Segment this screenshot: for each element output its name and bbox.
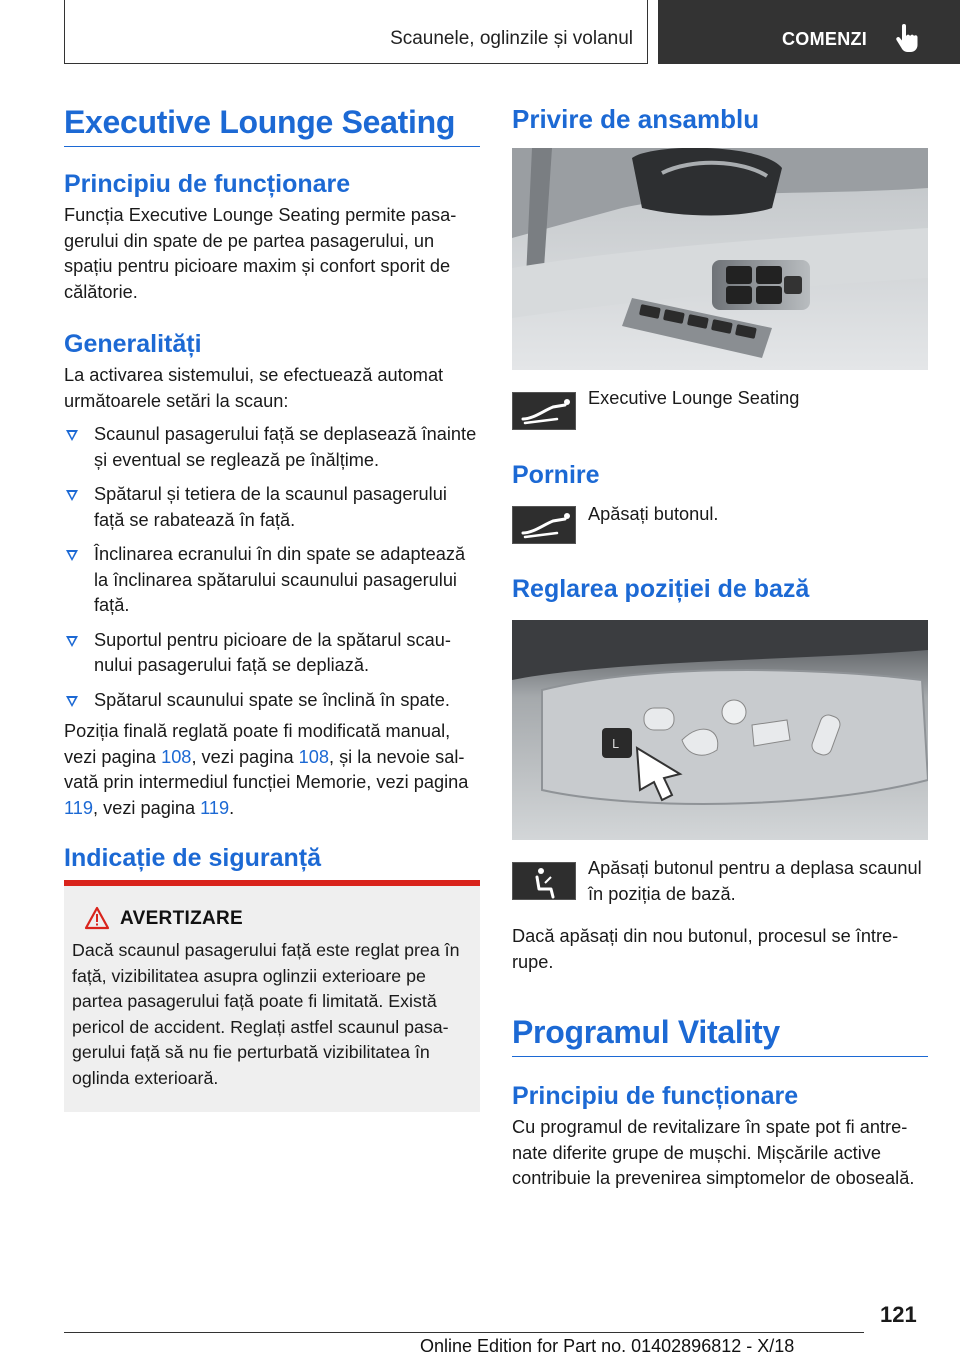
triangle-bullet-icon (66, 636, 78, 647)
principle-text: Funcția Executive Lounge Seating permite pasagerului din spate de pe partea pasagerului, un spațiu pentru picioare maxim și confort sporit de călătorie. (64, 205, 457, 302)
list-item: Înclinarea ecranului în din spate se adaptează la înclinarea spătarului scaunului pasagerului față. (64, 542, 480, 619)
vitality-principle-heading: Principiu de funcționare (512, 1082, 799, 1110)
list-item: Spătarul scaunului spate se înclină în spate. (64, 688, 480, 714)
start-heading: Pornire (512, 461, 600, 489)
warning-box (64, 880, 480, 1112)
footer-divider (64, 1332, 864, 1333)
principle-heading: Principiu de funcționare (64, 170, 351, 198)
vitality-text: Cu programul de revitalizare în spate pot fi antrenate diferite grupe de mușchi. Mișcările active contribuie la prevenirea simptomelor de oboseală. (512, 1117, 915, 1188)
page-title: Executive Lounge Seating (64, 100, 480, 147)
base-position-heading: Reglarea poziției de bază (512, 575, 810, 603)
edition-text: Online Edition for Part no. 01402896812 - X/18 (420, 1336, 795, 1356)
base-position-caption: Apăsați butonul pentru a deplasa scaunul în poziția de bază. (588, 858, 922, 904)
left-column (64, 100, 480, 875)
overview-caption: Executive Lounge Seating (588, 388, 800, 408)
start-text: Apăsați butonul. (588, 504, 719, 524)
svg-text:L: L (612, 737, 619, 751)
door-panel-photo (512, 148, 928, 370)
general-intro: La activarea sistemului, se efectuează automat următoarele setări la scaun: (64, 365, 444, 411)
executive-lounge-button-icon (512, 392, 576, 430)
page-link-108[interactable]: 108 (161, 746, 192, 767)
warning-triangle-icon (84, 906, 110, 930)
executive-lounge-button-icon (512, 506, 576, 544)
page-link-108[interactable]: 108 (298, 746, 329, 767)
triangle-bullet-icon (66, 490, 78, 501)
final-position-text: Poziția finală reglată poate fi modificată manual, vezi pagina 108, vezi pagina 108, și la nevoie salvată prin intermediul funcției Memorie, vezi pagina 119, vezi pagina 119. (64, 721, 469, 818)
safety-heading: Indicație de siguranță (64, 844, 322, 872)
general-heading: Generalități (64, 330, 202, 358)
section-title: Scaunele, oglinzile și volanul (390, 28, 633, 49)
warning-title: AVERTIZARE (120, 908, 243, 929)
page-number: 121 (880, 1302, 917, 1327)
header-section-box (64, 0, 648, 64)
hand-pointer-icon (894, 24, 918, 54)
seat-base-position-icon (512, 862, 576, 900)
seat-controls-photo (512, 620, 928, 840)
settings-list (64, 422, 480, 713)
right-column (512, 100, 928, 138)
chapter-tab-label: COMENZI (782, 29, 868, 49)
list-item: Suportul pentru picioare de la spătarul scaunului pasagerului față se depliază. (64, 628, 480, 679)
triangle-bullet-icon (66, 430, 78, 441)
list-item: Scaunul pasagerului față se deplasează înainte și eventual se reglează pe înălțime. (64, 422, 480, 473)
vitality-title: Programul Vitality (512, 1010, 928, 1057)
triangle-bullet-icon (66, 550, 78, 561)
overview-heading: Privire de ansamblu (512, 104, 760, 134)
warning-text: Dacă scaunul pasagerului față este reglat prea în față, vizibilitatea asupra oglinzii exterioare pe partea pasagerului față poate fi limitată. Există pericol de accident. Reglați astfel scaunul pasagerului față să nu fie perturbată vizibilitatea în oglinda exterioară. (72, 940, 460, 1088)
base-position-text: Dacă apăsați din nou butonul, procesul se întrerupe. (512, 926, 899, 972)
page-link-119[interactable]: 119 (64, 797, 93, 818)
chapter-tab[interactable] (658, 0, 960, 64)
page-link-119[interactable]: 119 (200, 797, 230, 818)
list-item: Spătarul și tetiera de la scaunul pasagerului față se rabatează în față. (64, 482, 480, 533)
triangle-bullet-icon (66, 696, 78, 707)
